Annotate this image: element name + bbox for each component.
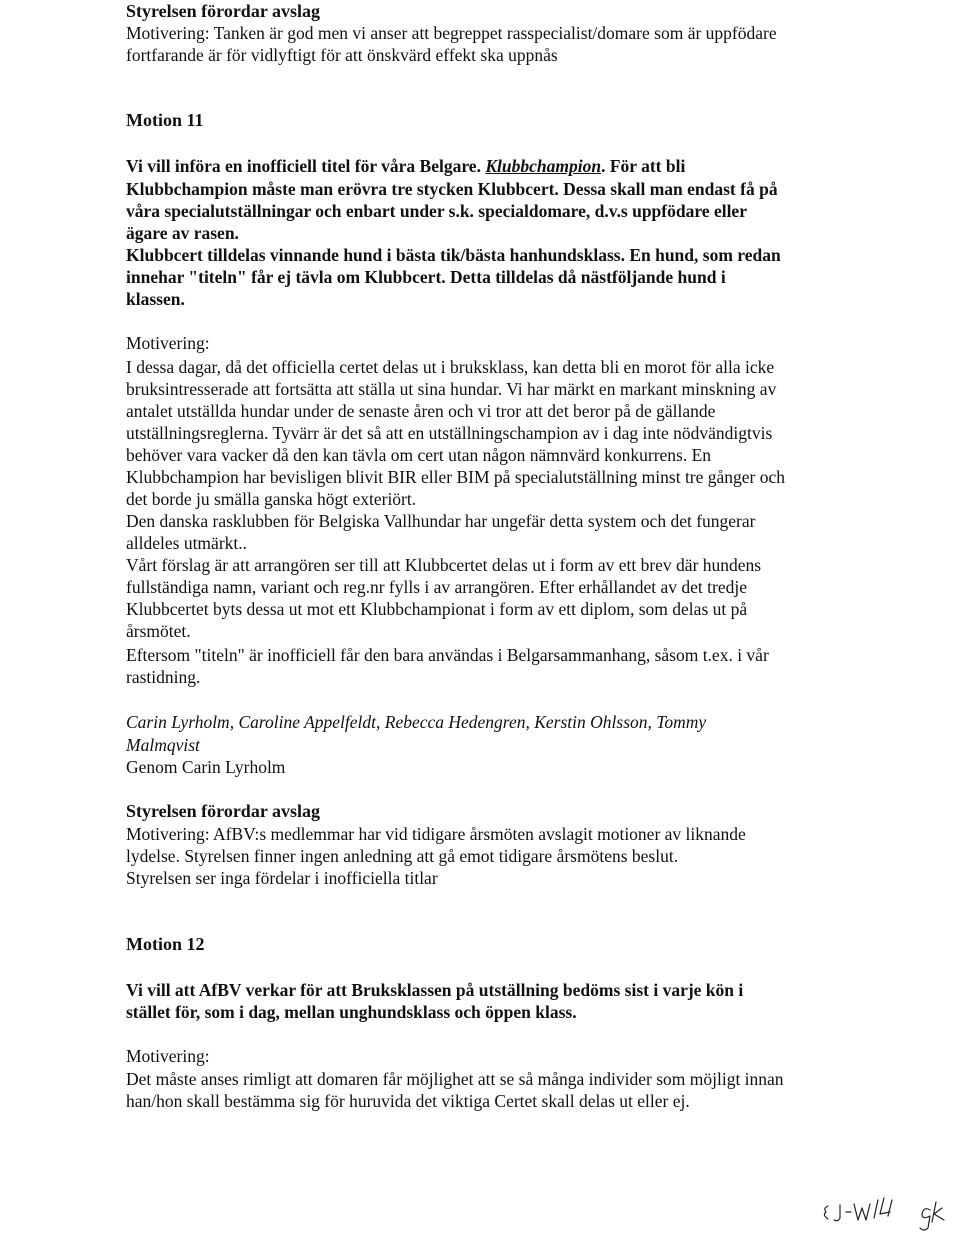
- board-motivation-line: Motivering: AfBV:s medlemmar har vid tidigare årsmöten avslagit motioner av liknande: [126, 824, 746, 844]
- handwritten-initials-icon: [818, 1192, 960, 1232]
- motion-11-motivation-line: fullständiga namn, variant och reg.nr fylls i av arrangören. Efter erhållandet av det tredje: [126, 577, 747, 597]
- motion-11-proposal-line-6: innehar "titeln" får ej tävla om Klubbcert. Detta tilldelas då nästföljande hund i: [126, 267, 726, 287]
- proposal-text: . För att bli: [601, 156, 686, 176]
- motion-11-motivation-line: Vårt förslag är att arrangören ser till att Klubbcertet delas ut i form av ett brev där hundens: [126, 555, 762, 575]
- motion-11-submitted-by: Genom Carin Lyrholm: [126, 757, 286, 777]
- motion-11-proposal-line-7: klassen.: [126, 289, 185, 309]
- board-motivation-line-1: Motivering: Tanken är god men vi anser att begreppet rasspecialist/domare som är uppfödare: [126, 23, 777, 43]
- board-motivation-line: lydelse. Styrelsen finner ingen anledning att gå emot tidigare årsmötens beslut.: [126, 846, 679, 866]
- motion-11-motivation-line: Eftersom "titeln" är inofficiell får den bara användas i Belgarsammanhang, såsom t.ex. i vår: [126, 645, 769, 665]
- motion-11-authors-line-1: Carin Lyrholm, Caroline Appelfeldt, Rebecca Hedengren, Kerstin Ohlsson, Tommy: [126, 712, 707, 732]
- motion-11-motivation-line: Den danska rasklubben för Belgiska Vallhundar har ungefär detta system och det fungerar: [126, 511, 756, 531]
- motion-11-proposal-line-1: [126, 155, 685, 177]
- motion-11-motivation-line: alldeles utmärkt..: [126, 533, 248, 553]
- motion-11-authors-line-2: Malmqvist: [126, 735, 200, 755]
- motion-11-motivation-line: behöver vara vacker då den kan tävla om cert utan någon nämnvärd konkurrens. En: [126, 445, 712, 465]
- motion-11-proposal-line-3: våra specialutställningar och enbart under s.k. specialdomare, d.v.s uppfödare eller: [126, 201, 747, 221]
- motion-11-motivation-line: Klubbchampion har bevisligen blivit BIR eller BIM på specialutställning minst tre gånger och: [126, 467, 786, 487]
- motion-11-motivation-line: Klubbcertet byts dessa ut mot ett Klubbchampionat i form av ett diplom, som delas ut på: [126, 599, 748, 619]
- motion-11-motivation-line: antalet utställda hundar under de senaste åren och vi tror att det beror på de gällande: [126, 401, 716, 421]
- motion-11-motivation-line: rastidning.: [126, 667, 201, 687]
- proposal-text: Vi vill införa en inofficiell titel för våra Belgare.: [126, 156, 486, 176]
- klubbchampion-term: Klubbchampion: [485, 156, 602, 176]
- motion-12-motivation-line: han/hon skall bestämma sig för huruvida det viktiga Certet skall delas ut eller ej.: [126, 1091, 690, 1111]
- motion-11-motivation-line: utställningsreglerna. Tyvärr är det så att en utställningschampion av i dag inte nödvändigtvis: [126, 423, 773, 443]
- board-motivation-line: Styrelsen ser inga fördelar i inofficiella titlar: [126, 868, 438, 888]
- motion-12-proposal-line-2: stället för, som i dag, mellan unghundsklass och öppen klass.: [126, 1002, 577, 1022]
- motion-11-motivation-line: I dessa dagar, då det officiella certet delas ut i bruksklass, kan detta bli en morot för alla icke: [126, 357, 775, 377]
- motion-12-motivation-label: Motivering:: [126, 1046, 210, 1066]
- motion-12-proposal-line-1: Vi vill att AfBV verkar för att Bruksklassen på utställning bedöms sist i varje kön i: [126, 980, 744, 1000]
- motion-11-motivation-line: årsmötet.: [126, 621, 191, 641]
- motion-11-proposal-line-2: Klubbchampion måste man erövra tre stycken Klubbcert. Dessa skall man endast få på: [126, 179, 778, 199]
- board-motivation-line-2: fortfarande är för vidlyftigt för att önskvärd effekt ska uppnås: [126, 45, 558, 65]
- motion-11-proposal-line-5: Klubbcert tilldelas vinnande hund i bästa tik/bästa hanhundsklass. En hund, som redan: [126, 245, 781, 265]
- motion-12-title: Motion 12: [126, 934, 205, 954]
- motion-12-motivation-line: Det måste anses rimligt att domaren får möjlighet att se så många individer som möjligt innan: [126, 1069, 784, 1089]
- motion-11-motivation-line: det borde ju smälla ganska högt exteriört.: [126, 489, 417, 509]
- motion-11-motivation-line: bruksintresserade att fortsätta att ställa ut sina hundar. Vi har märkt en markant minskning av: [126, 379, 777, 399]
- motion-11-title: Motion 11: [126, 110, 204, 130]
- motion-11-proposal-line-4: ägare av rasen.: [126, 223, 239, 243]
- board-recommendation-heading-1: Styrelsen förordar avslag: [126, 1, 320, 21]
- board-recommendation-heading-2: Styrelsen förordar avslag: [126, 801, 320, 821]
- motion-11-motivation-label: Motivering:: [126, 333, 210, 353]
